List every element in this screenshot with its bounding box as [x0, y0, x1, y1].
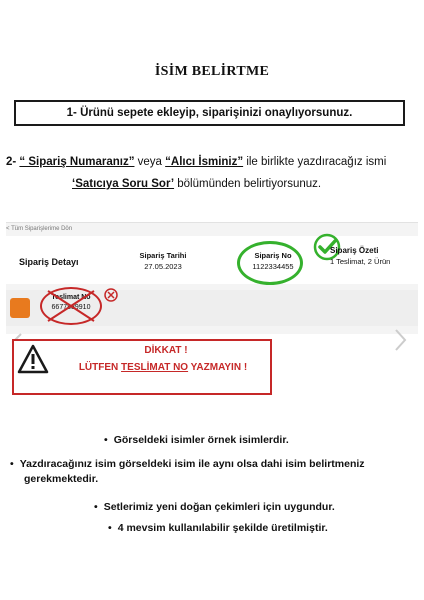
step-2-text — [6, 151, 418, 195]
note-item: • Yazdıracağınız isim görseldeki isim ile aynı olsa dahi isim belirtmeniz gerekmektedir. — [10, 457, 420, 487]
x-circle-icon — [104, 288, 118, 302]
shipment-number-value: 6677889910 — [51, 304, 91, 311]
page-title: İSİM BELİRTME — [154, 64, 270, 79]
note-item: • Setlerimiz yeni doğan çekimleri için uygundur. — [94, 501, 335, 513]
cross-out-mark — [40, 287, 102, 325]
top-band — [0, 0, 424, 60]
box-icon — [10, 298, 30, 318]
warning-title: DİKKAT ! — [144, 345, 188, 356]
step-1-text: 1- Ürünü sepete ekleyip, siparişinizi onaylıyorsunuz. — [66, 107, 353, 119]
step-2-rest-2: bölümünden belirtiyorsunuz. — [174, 178, 322, 190]
note-item: • Görseldeki isimler örnek isimlerdir. — [104, 434, 289, 446]
chevron-right-icon[interactable] — [392, 328, 408, 352]
step-2-prefix: 2- — [6, 156, 20, 168]
warning-post: YAZMAYIN ! — [188, 362, 248, 373]
warning-triangle-icon — [17, 343, 49, 375]
shipment-number-header: Teslimat No — [51, 294, 91, 301]
warning-shipment-word: TESLİMAT NO — [121, 362, 189, 373]
note-text-continued: gerekmektedir. — [24, 473, 99, 485]
step-2-or: veya — [134, 156, 166, 168]
order-summary-value: 1 Teslimat, 2 Ürün — [330, 257, 391, 266]
back-to-orders-link[interactable]: < Tüm Siparişlerime Dön — [6, 226, 73, 232]
order-date-header: Sipariş Tarihi — [139, 251, 187, 260]
bottom-band — [0, 540, 424, 600]
order-detail-label: Sipariş Detayı — [19, 257, 79, 267]
buyer-name-phrase: “Alıcı İsminiz” — [165, 156, 244, 168]
step-2-rest-1: ile birlikte yazdıracağız ismi — [243, 156, 387, 168]
order-summary-column — [330, 245, 410, 267]
note-text: Görseldeki isimler örnek isimlerdir. — [113, 434, 289, 446]
order-date-column — [128, 250, 198, 272]
step-2-line-2 — [6, 173, 418, 195]
order-number-value: 1122334455 — [252, 262, 294, 271]
order-date-value: 27.05.2023 — [144, 262, 182, 271]
order-summary-header: Sipariş Özeti — [330, 246, 379, 255]
step-2-line-1 — [6, 151, 418, 173]
warning-pre: LÜTFEN — [78, 362, 122, 373]
order-number-header: Sipariş No — [254, 251, 292, 260]
note-text: Yazdıracağınız isim görseldeki isim ile aynı olsa dahi isim belirtmeniz — [19, 458, 365, 470]
note-text: Setlerimiz yeni doğan çekimleri için uygundur. — [103, 501, 335, 513]
order-number-highlight — [237, 241, 303, 285]
order-number-phrase: “ Sipariş Numaranız” — [19, 156, 135, 168]
note-text: 4 mevsim kullanılabilir şekilde üretilmiştir. — [117, 522, 328, 534]
step-1-box — [14, 100, 405, 126]
note-item: • 4 mevsim kullanılabilir şekilde üretilmiştir. — [108, 522, 328, 534]
warning-text — [58, 362, 268, 373]
ask-seller-phrase: ‘Satıcıya Soru Sor’ — [72, 178, 175, 190]
